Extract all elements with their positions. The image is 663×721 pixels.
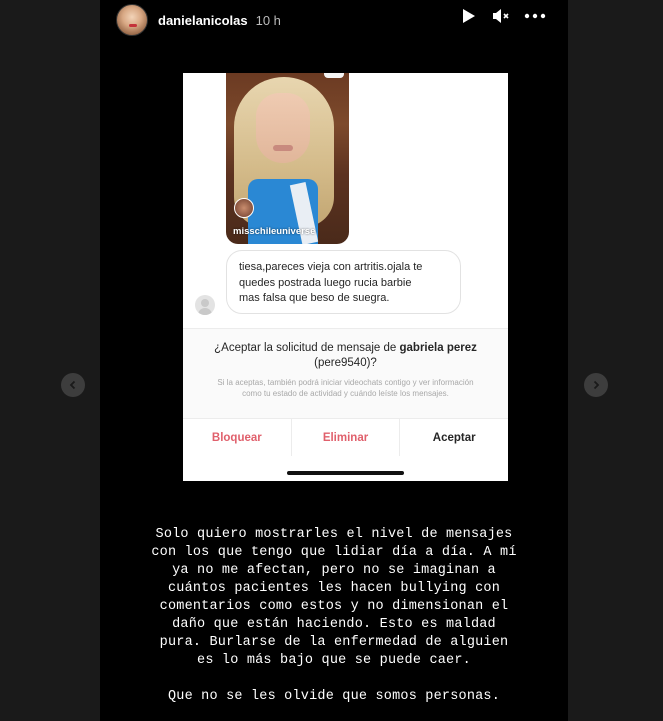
caption-line: con los que tengo que lidiar día a día. A mí bbox=[151, 545, 517, 560]
message-request-panel bbox=[183, 328, 508, 418]
dm-screenshot bbox=[183, 73, 508, 481]
request-description: Si la aceptas, también podrá iniciar videochats contigo y ver información como tu estado de actividad y cuándo leíste los mensajes. bbox=[217, 378, 474, 398]
message-bubble bbox=[226, 250, 461, 314]
more-options-button[interactable] bbox=[524, 7, 546, 25]
post-time: 10 h bbox=[255, 12, 281, 28]
chevron-right-icon bbox=[591, 380, 601, 390]
reel-author-avatar bbox=[234, 198, 254, 218]
chevron-left-icon bbox=[68, 380, 78, 390]
previous-story-button[interactable] bbox=[61, 373, 85, 397]
story-panel[interactable] bbox=[100, 0, 568, 721]
request-title: ¿Aceptar la solicitud de mensaje de gabriela perez (pere9540)? bbox=[214, 342, 477, 369]
caption-line: es lo más bajo que se puede caer. bbox=[197, 653, 471, 668]
shared-reel-thumbnail bbox=[226, 73, 349, 244]
message-line: mas falsa que beso de suegra. bbox=[239, 292, 390, 304]
delete-button: Eliminar bbox=[291, 419, 400, 456]
request-actions bbox=[183, 418, 508, 456]
username[interactable]: danielanicolas bbox=[158, 12, 248, 28]
mute-icon bbox=[492, 8, 510, 24]
caption-footer: Que no se les olvide que somos personas. bbox=[167, 689, 501, 704]
sender-avatar-placeholder bbox=[195, 295, 215, 315]
accept-button: Aceptar bbox=[399, 419, 508, 456]
play-icon bbox=[462, 8, 476, 24]
message-line: quedes postrada luego rucia barbie bbox=[239, 276, 412, 289]
story-header bbox=[100, 0, 568, 40]
requester-name: gabriela perez bbox=[399, 342, 477, 354]
home-indicator bbox=[287, 471, 404, 475]
reel-username: misschileuniverse bbox=[233, 226, 316, 237]
play-button[interactable] bbox=[460, 7, 478, 25]
caption-line: pura. Burlarse de la enfermedad de alguien bbox=[159, 635, 509, 650]
header-controls bbox=[460, 7, 546, 25]
requester-handle: (pere9540)? bbox=[314, 357, 377, 369]
caption-line: Solo quiero mostrarles el nivel de mensajes bbox=[155, 527, 513, 542]
more-icon bbox=[524, 13, 546, 19]
message-line: tiesa,pareces vieja con artritis.ojala te bbox=[239, 261, 423, 273]
caption-line: ya no me afectan, pero no se imaginan a bbox=[172, 563, 496, 578]
caption-line: cuántos pacientes les hacen bullying con bbox=[167, 581, 501, 596]
block-button: Bloquear bbox=[211, 431, 262, 444]
caption-line: comentarios como estos y no dimensionan el bbox=[159, 599, 509, 614]
next-story-button[interactable] bbox=[584, 373, 608, 397]
caption-line: daño que están haciendo. Esto es maldad bbox=[172, 617, 496, 632]
mute-button[interactable] bbox=[492, 7, 510, 25]
avatar[interactable] bbox=[116, 4, 148, 36]
story-caption bbox=[100, 526, 568, 706]
